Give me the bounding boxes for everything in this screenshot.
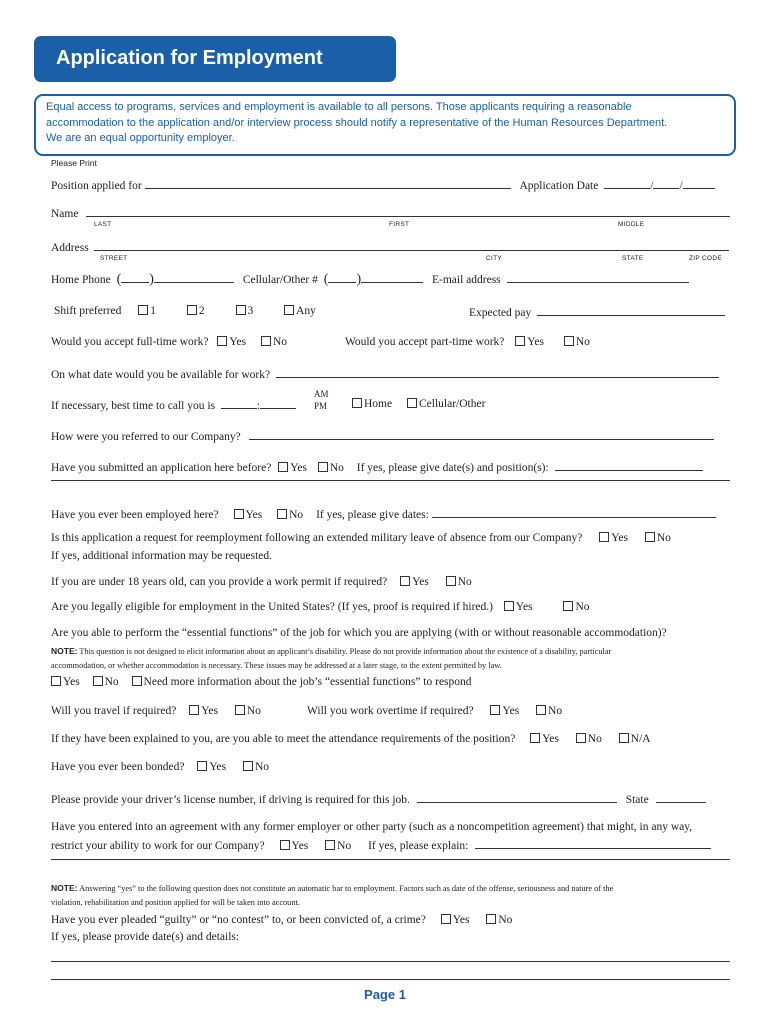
best-time-row [51, 398, 296, 412]
part-time-yes-checkbox[interactable] [515, 336, 525, 346]
travel-question: Will you travel if required? [51, 705, 177, 717]
available-date-field[interactable] [276, 367, 719, 378]
submitted-yes-checkbox[interactable] [278, 462, 288, 472]
agreement-yes-label: Yes [291, 840, 309, 852]
home-phone-field[interactable] [154, 272, 234, 283]
agreement-followup: If yes, please explain: [368, 840, 469, 852]
overtime-no-label: No [548, 705, 563, 717]
crime-question: Have you ever pleaded “guilty” or “no contest” to, or been convicted of, a crime? [51, 914, 426, 926]
crime-no-checkbox[interactable] [486, 914, 496, 924]
expected-pay-field[interactable] [537, 305, 725, 316]
contact-row [51, 272, 689, 288]
attendance-yes-label: Yes [542, 733, 559, 745]
address-label: Address [51, 242, 89, 254]
license-row [51, 792, 706, 806]
agreement-explain-field[interactable] [475, 838, 711, 849]
home-phone-label: Home Phone [51, 274, 111, 286]
attendance-no-checkbox[interactable] [576, 733, 586, 743]
shift-row [54, 305, 316, 317]
application-date-label: Application Date [519, 180, 599, 192]
crime-details-line-1[interactable] [51, 961, 730, 962]
bonded-question: Have you ever been bonded? [51, 761, 185, 773]
shift-3-label: 3 [247, 305, 254, 317]
essential-options-row [51, 676, 472, 688]
crime-note [51, 881, 731, 910]
submitted-yes-label: Yes [290, 462, 307, 474]
employed-followup: If yes, please give dates: [316, 509, 429, 521]
full-time-row [51, 336, 287, 348]
eligible-yes-checkbox[interactable] [504, 601, 514, 611]
employed-no-label: No [289, 509, 304, 521]
part-time-question: Would you accept part-time work? [345, 336, 505, 348]
employed-question: Have you ever been employed here? [51, 509, 219, 521]
license-number-field[interactable] [417, 792, 617, 803]
eligible-row [51, 601, 590, 613]
essential-yes-checkbox[interactable] [51, 676, 61, 686]
call-home-checkbox[interactable] [352, 398, 362, 408]
attendance-na-label: N/A [630, 733, 651, 745]
pm-option[interactable]: PM [314, 401, 328, 411]
agreement-explain-line[interactable] [51, 859, 730, 860]
name-first-sublabel: FIRST [389, 221, 410, 228]
crime-yes-checkbox[interactable] [441, 914, 451, 924]
cell-label: Cellular/Other # [242, 274, 318, 286]
crime-yes-label: Yes [452, 914, 470, 926]
am-pm-selector[interactable] [314, 388, 329, 412]
address-row [51, 240, 729, 254]
full-time-yes-checkbox[interactable] [217, 336, 227, 346]
overtime-yes-checkbox[interactable] [490, 705, 500, 715]
position-row: Position applied for Application Date / / [51, 178, 715, 192]
under18-no-checkbox[interactable] [446, 576, 456, 586]
submitted-question: Have you submitted an application here before? [51, 462, 272, 474]
submitted-no-label: No [329, 462, 344, 474]
essential-no-checkbox[interactable] [93, 676, 103, 686]
essential-need-info-checkbox[interactable] [132, 676, 142, 686]
referred-question: How were you referred to our Company? [51, 431, 241, 443]
best-time-question: If necessary, best time to call you is [51, 400, 216, 412]
bonded-no-checkbox[interactable] [243, 761, 253, 771]
home-phone-area-field[interactable] [121, 272, 149, 283]
essential-note-line: accommodation, or whether accommodation is necessary. These issues may be addressed at a later stage, to the extent permitted by law. [51, 661, 502, 670]
cell-field[interactable] [361, 272, 423, 283]
reemployment-note: If yes, additional information may be requested. [51, 550, 272, 562]
shift-2-label: 2 [198, 305, 205, 317]
agreement-no-label: No [337, 840, 352, 852]
full-time-yes-label: Yes [229, 336, 247, 348]
name-row [51, 206, 730, 220]
available-date-question: On what date would you be available for work? [51, 369, 271, 381]
notice-line: We are an equal opportunity employer. [46, 132, 235, 144]
crime-followup: If yes, please provide date(s) and details: [51, 931, 240, 943]
name-last-sublabel: LAST [94, 221, 112, 228]
notice-line: Equal access to programs, services and employment is available to all persons. Those applicants requiring a reasonable [46, 101, 632, 113]
part-time-no-checkbox[interactable] [564, 336, 574, 346]
submitted-no-checkbox[interactable] [318, 462, 328, 472]
attendance-yes-checkbox[interactable] [530, 733, 540, 743]
reemployment-question: Is this application a request for reemployment following an extended military leave of absence from our Company? [51, 532, 583, 544]
under18-question: If you are under 18 years old, can you provide a work permit if required? [51, 576, 388, 588]
attendance-no-label: No [587, 733, 602, 745]
address-zip-sublabel: ZIP CODE [689, 255, 722, 262]
eligible-no-label: No [575, 601, 590, 613]
essential-note [51, 644, 731, 673]
crime-details-line-2[interactable] [51, 979, 730, 980]
overtime-question: Will you work overtime if required? [307, 705, 474, 717]
eligible-yes-label: Yes [515, 601, 533, 613]
form-title: Application for Employment [34, 36, 396, 82]
submitted-details-field[interactable] [555, 460, 703, 471]
travel-no-label: No [246, 705, 261, 717]
submitted-followup: If yes, please give date(s) and position(s): [356, 462, 549, 474]
application-date-day-field[interactable] [653, 178, 679, 189]
name-field[interactable] [86, 206, 730, 217]
cell-close-paren: ) [356, 272, 362, 287]
reemployment-row [51, 532, 671, 544]
equal-access-notice [34, 94, 736, 156]
shift-1-label: 1 [150, 305, 156, 317]
reemployment-no-checkbox[interactable] [645, 532, 655, 542]
agreement-question: Have you entered into an agreement with any former employer or other party (such as a noncompetition agreement) that might, in any way, [51, 821, 693, 833]
part-time-yes-label: Yes [527, 336, 544, 348]
employed-row [51, 507, 716, 521]
bonded-row [51, 761, 269, 773]
eligible-question: Are you legally eligible for employment in the United States? (If yes, proof is required if hired.) [51, 601, 493, 613]
essential-question: Are you able to perform the “essential functions” of the job for which you are applying (with or without reasonable accommodation)? [51, 627, 667, 639]
essential-need-info-label: Need more information about the job’s “essential functions” to respond [143, 676, 472, 688]
expected-pay-label: Expected pay [469, 307, 532, 319]
part-time-no-label: No [575, 336, 590, 348]
employed-no-checkbox[interactable] [277, 509, 287, 519]
email-field[interactable] [507, 272, 689, 283]
full-time-question: Would you accept full-time work? [51, 336, 209, 348]
under18-yes-label: Yes [412, 576, 429, 588]
crime-note-line: violation, rehabilitation and position applied for will be taken into account. [51, 898, 300, 907]
name-middle-sublabel: MIDDLE [618, 221, 645, 228]
shift-any-checkbox[interactable] [284, 305, 294, 315]
reemployment-yes-label: Yes [611, 532, 628, 544]
essential-note-line: This question is not designed to elicit information about an applicant’s disability. Please do not provide information about the existence of a disability, particular [79, 647, 612, 656]
shift-label: Shift preferred [54, 305, 122, 317]
referred-field[interactable] [249, 429, 714, 440]
essential-yes-label: Yes [63, 676, 80, 688]
employed-yes-checkbox[interactable] [234, 509, 244, 519]
cell-area-field[interactable] [328, 272, 356, 283]
address-street-sublabel: STREET [100, 255, 128, 262]
referred-row [51, 429, 714, 443]
shift-1-checkbox[interactable] [138, 305, 148, 315]
employed-yes-label: Yes [245, 509, 263, 521]
shift-2-checkbox[interactable] [187, 305, 197, 315]
reemployment-yes-checkbox[interactable] [599, 532, 609, 542]
crime-row [51, 914, 512, 926]
travel-row [51, 705, 261, 717]
best-time-minute-field[interactable] [260, 398, 296, 409]
eligible-no-checkbox[interactable] [563, 601, 573, 611]
shift-any-label: Any [296, 305, 316, 317]
agreement-row [51, 838, 711, 852]
position-label: Position applied for [51, 180, 142, 192]
part-time-row [345, 336, 590, 348]
call-location-row [352, 398, 485, 410]
shift-3-checkbox[interactable] [236, 305, 246, 315]
application-date-year-field[interactable] [683, 178, 715, 189]
under18-row [51, 576, 472, 588]
available-date-row [51, 367, 719, 381]
call-cellular-checkbox[interactable] [407, 398, 417, 408]
attendance-na-checkbox[interactable] [619, 733, 629, 743]
best-time-hour-field[interactable] [221, 398, 257, 409]
employed-dates-field[interactable] [432, 507, 716, 518]
essential-no-label: No [104, 676, 119, 688]
full-time-no-label: No [272, 336, 288, 348]
crime-no-label: No [498, 914, 513, 926]
application-date-month-field[interactable] [604, 178, 650, 189]
overtime-no-checkbox[interactable] [536, 705, 546, 715]
agreement-question-cont: restrict your ability to work for our Company? [51, 840, 265, 852]
cell-open-paren: ( [323, 272, 329, 287]
crime-note-label: NOTE: [51, 883, 78, 893]
license-question: Please provide your driver’s license number, if driving is required for this job. [51, 794, 410, 806]
address-state-sublabel: STATE [622, 255, 644, 262]
attendance-question: If they have been explained to you, are you able to meet the attendance requirements of the position? [51, 733, 516, 745]
name-label: Name [51, 208, 79, 220]
license-state-field[interactable] [656, 792, 706, 803]
essential-note-label: NOTE: [51, 646, 78, 656]
travel-no-checkbox[interactable] [235, 705, 245, 715]
crime-note-line: Answering “yes” to the following question does not constitute an automatic bar to employment. Factors such as date of the offense, seriousness and nature of the [79, 884, 614, 893]
home-phone-close-paren: ) [149, 272, 154, 287]
am-option[interactable]: AM [314, 389, 329, 399]
under18-no-label: No [457, 576, 472, 588]
under18-yes-checkbox[interactable] [400, 576, 410, 586]
call-home-label: Home [364, 398, 393, 410]
call-cellular-label: Cellular/Other [418, 398, 486, 410]
travel-yes-checkbox[interactable] [189, 705, 199, 715]
best-time-colon: : [256, 400, 261, 412]
bonded-no-label: No [254, 761, 270, 773]
submitted-row [51, 460, 703, 474]
license-state-label: State [625, 794, 649, 806]
travel-yes-label: Yes [201, 705, 218, 717]
notice-line: accommodation to the application and/or interview process should notify a representative of the Human Resources Department. [46, 116, 668, 129]
bonded-yes-label: Yes [209, 761, 227, 773]
address-city-sublabel: CITY [486, 255, 503, 262]
please-print-label: Please Print [51, 158, 97, 168]
full-time-no-checkbox[interactable] [261, 336, 271, 346]
position-field[interactable] [145, 178, 511, 189]
address-field[interactable] [94, 240, 729, 251]
expected-pay-row [469, 305, 725, 319]
agreement-no-checkbox[interactable] [325, 840, 335, 850]
reemployment-no-label: No [656, 532, 671, 544]
attendance-row [51, 733, 651, 745]
bonded-yes-checkbox[interactable] [197, 761, 207, 771]
overtime-yes-label: Yes [502, 705, 520, 717]
page-number: Page 1 [364, 987, 406, 1002]
overtime-row [307, 705, 562, 717]
email-label: E-mail address [431, 274, 501, 286]
agreement-yes-checkbox[interactable] [280, 840, 290, 850]
submitted-details-line[interactable] [51, 480, 730, 481]
home-phone-open-paren: ( [116, 272, 122, 287]
